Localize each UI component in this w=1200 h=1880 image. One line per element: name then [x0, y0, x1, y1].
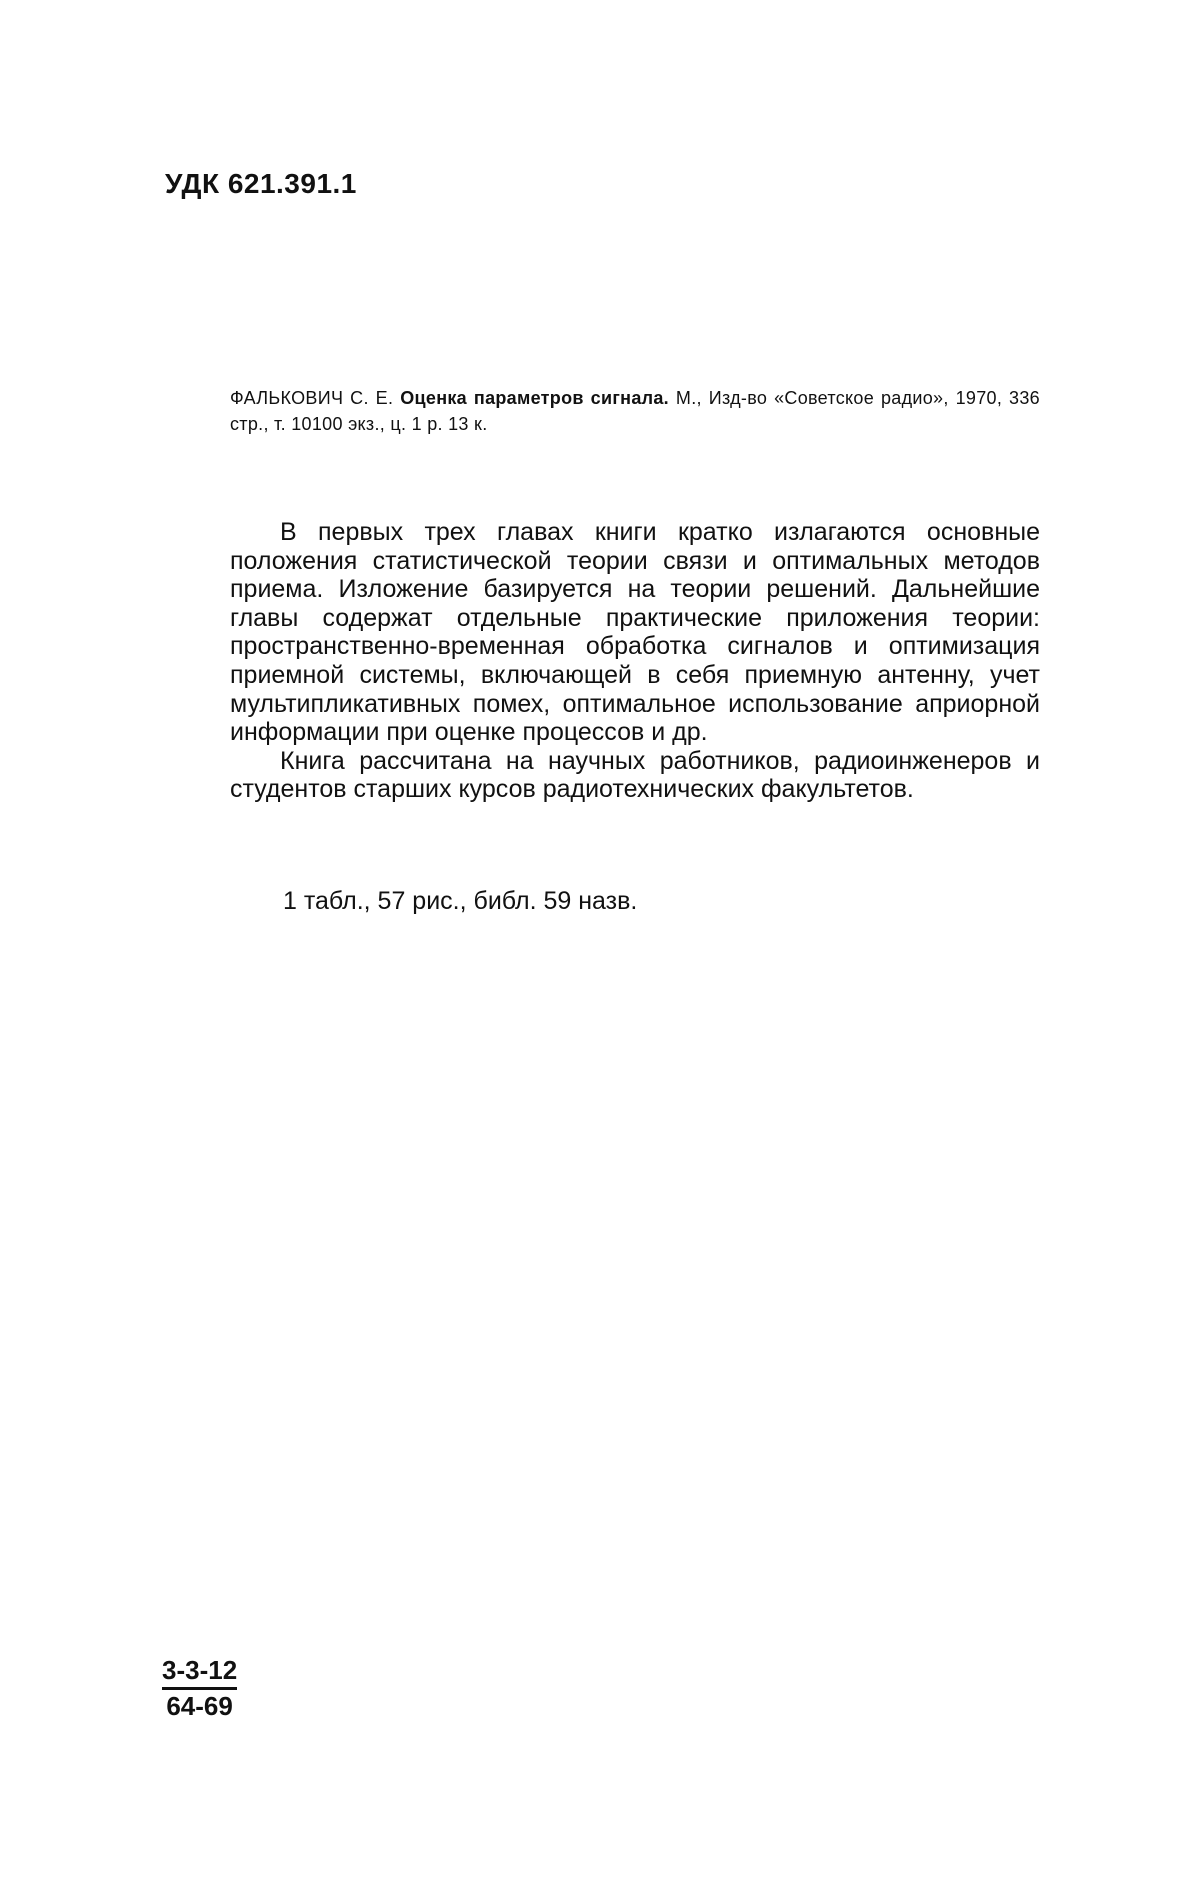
abstract-paragraph-1: В первых трех главах книги кратко излагаются основные положения статистической теории связи и оптимальных методов приема. Изложение базируется на теории решений. Дальнейшие главы содержат отдельные практические приложения теории: пространственно-временная обработка сигналов и оптимизация приемной системы, включающей в себя приемную антенну, учет мультипликативных помех, оптимальное использование априорной информации при оценке процессов и др.	[230, 518, 1040, 747]
book-statistics: 1 табл., 57 рис., библ. 59 назв.	[283, 887, 638, 915]
udk-classification: УДК 621.391.1	[165, 168, 357, 199]
abstract-paragraph-2: Книга рассчитана на научных работников, радиоинженеров и студентов старших курсов радиотехнических факультетов.	[230, 746, 1040, 804]
bibliographic-description	[230, 385, 1040, 437]
publisher-code	[162, 1655, 237, 1722]
publisher-code-numerator: 3-3-12	[162, 1655, 237, 1690]
publisher-code-denominator: 64-69	[166, 1691, 233, 1721]
imprint-details: М., Изд-во «Советское радио», 1970, 336 стр., т. 10100 экз., ц. 1 р. 13 к.	[230, 388, 1040, 434]
abstract	[230, 518, 1040, 804]
author-name: ФАЛЬКОВИЧ С. Е.	[230, 388, 394, 408]
book-title: Оценка параметров сигнала.	[400, 388, 669, 408]
